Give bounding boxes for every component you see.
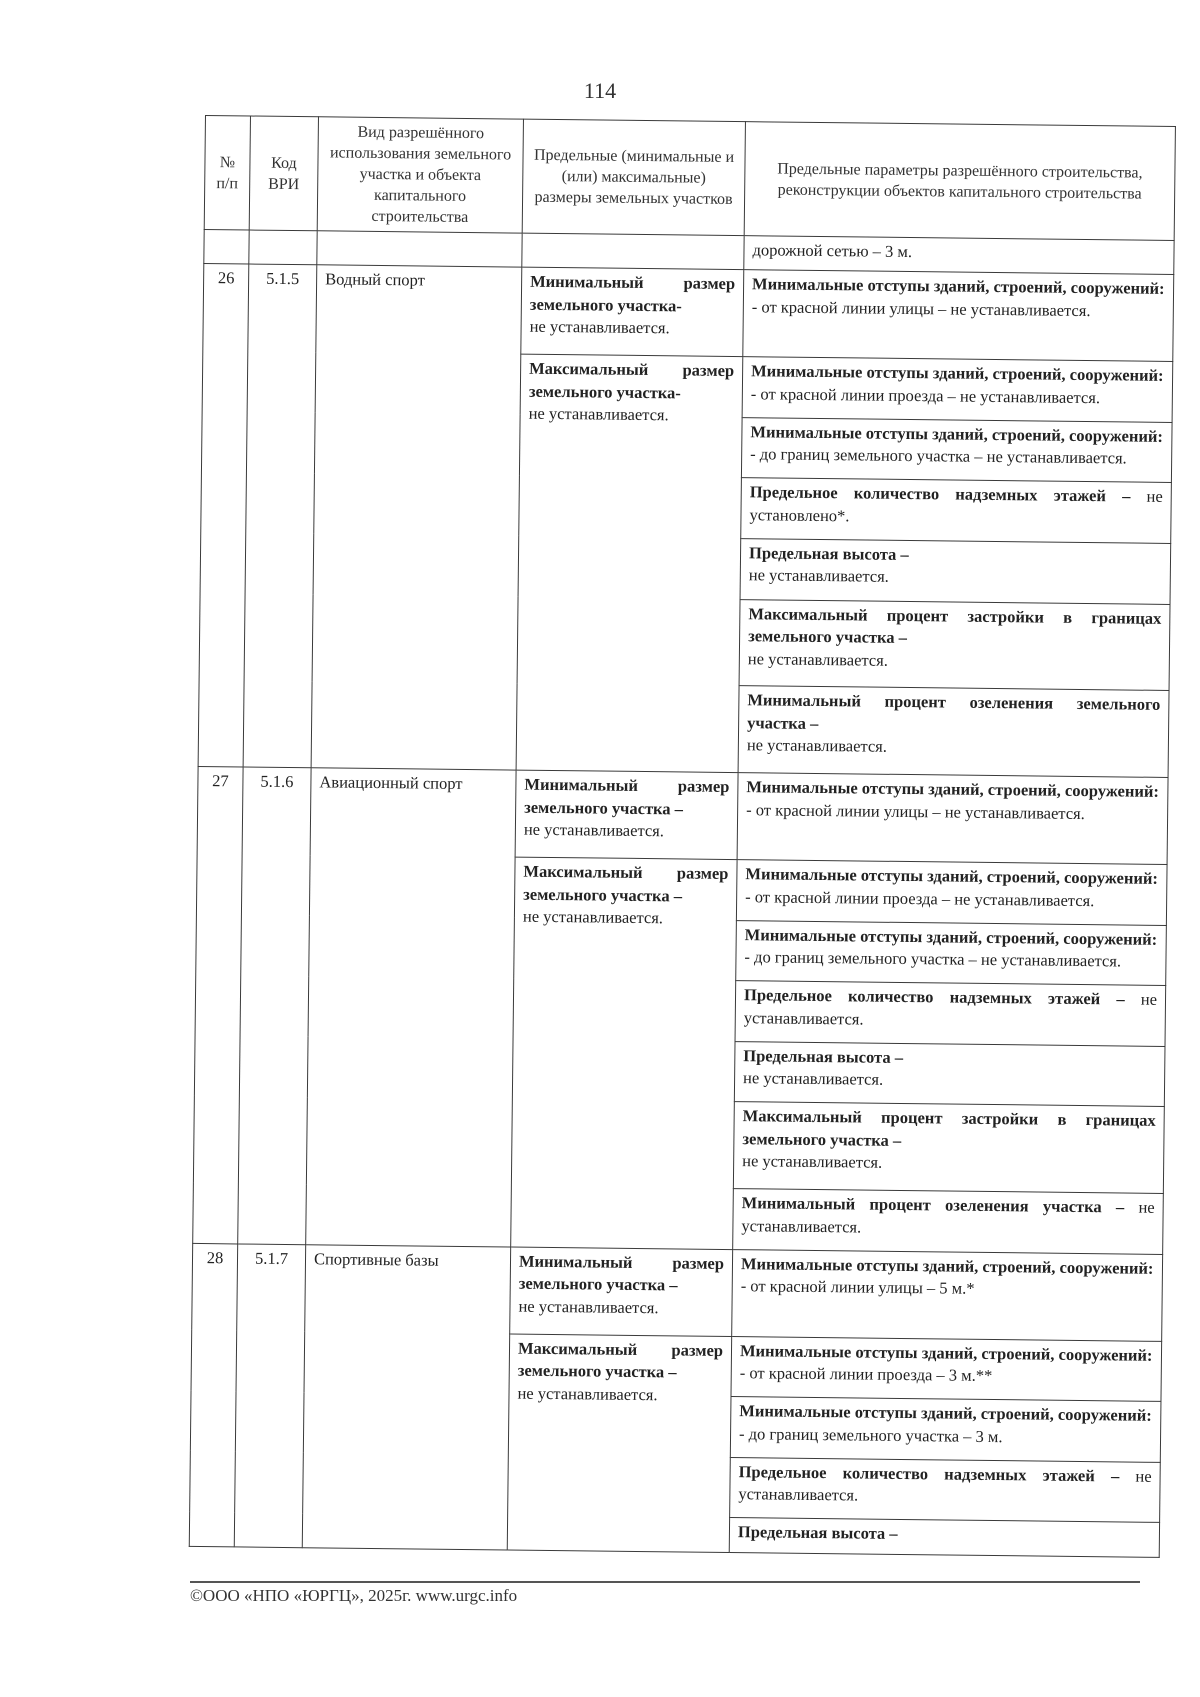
param-label: Предельное количество надземных этажей – [743, 985, 1125, 1009]
max-size-value: не устанавливается. [522, 906, 664, 928]
param-label: Минимальные отступы зданий, строений, сооружений: [752, 274, 1165, 299]
param-label: Минимальные отступы зданий, строений, сооружений: [740, 1254, 1154, 1278]
param-value: не устанавливается. [746, 735, 888, 757]
header-vri: Вид разрешённого использования земельного участка и объекта капитального строительства [317, 117, 523, 233]
param-label: Минимальные отступы зданий, строений, сооружений: [750, 422, 1164, 446]
param-value: - от красной линии улицы – 5 м.* [740, 1276, 975, 1299]
param-cell [736, 920, 1167, 985]
table-row [192, 1243, 1163, 1341]
param-value: - от красной линии улицы – не устанавливается. [746, 799, 1085, 823]
row-vri: Водный спорт [311, 265, 522, 770]
param-value: - от красной линии проезда – не устанавливается. [750, 383, 1101, 407]
param-value: не устанавливается. [738, 1466, 1152, 1505]
param-value: - до границ земельного участка – 3 м. [738, 1423, 1003, 1446]
max-size-label: Максимальный размер земельного участка – [523, 861, 729, 906]
row-code: 5.1.6 [238, 767, 311, 1244]
table-row [197, 767, 1168, 865]
header-params: Предельные параметры разрешённого строительства, реконструкции объектов капитального строительства [744, 122, 1175, 241]
row-vri: Авиационный спорт [306, 768, 516, 1247]
param-value: не установлено*. [749, 486, 1163, 526]
regulations-table [189, 115, 1176, 1558]
param-cell [733, 1189, 1164, 1254]
param-value: - до границ земельного участка – не устанавливается. [750, 444, 1127, 468]
param-label: Минимальный процент озеленения участка – [741, 1193, 1125, 1217]
footer-divider [190, 1581, 1140, 1583]
max-size-cell [511, 857, 737, 1249]
header-sizes: Предельные (минимальные и (или) максимальные) размеры земельных участков [522, 119, 745, 236]
param-label: Минимальные отступы зданий, строений, сооружений: [746, 777, 1159, 802]
min-size-cell [510, 1247, 733, 1336]
param-label: Максимальный процент застройки в границах земельного участка – [742, 1106, 1156, 1150]
min-size-value: не устанавливается. [523, 819, 665, 841]
param-label: Минимальные отступы зданий, строений, сооружений: [751, 361, 1164, 386]
min-size-label: Минимальный размер земельного участка – [518, 1251, 725, 1295]
param-cell [737, 773, 1168, 865]
max-size-cell [507, 1334, 731, 1553]
param-label: Минимальные отступы зданий, строений, сооружений: [739, 1401, 1152, 1426]
param-value: не устанавливается. [742, 1151, 883, 1173]
row-number: 27 [193, 767, 243, 1244]
param-cell [740, 539, 1171, 604]
max-size-value: не устанавливается. [528, 403, 669, 425]
param-value: - от красной линии улицы – не устанавливается. [751, 297, 1091, 320]
row-code: 5.1.5 [243, 264, 317, 768]
param-cell [729, 1518, 1159, 1557]
row-code: 5.1.7 [234, 1244, 305, 1548]
max-size-cell [516, 354, 743, 773]
param-cell [741, 478, 1172, 543]
param-value: не устанавливается. [748, 565, 889, 587]
header-num: № п/п [204, 116, 250, 231]
page-number: 114 [583, 78, 617, 103]
max-size-label: Максимальный размер земельного участка- [528, 358, 735, 403]
param-label: Предельное количество надземных этажей – [749, 482, 1131, 506]
param-cell [741, 417, 1172, 482]
param-cell [743, 270, 1174, 362]
param-cell [734, 1041, 1165, 1106]
param-label: Максимальный процент застройки в границах земельного участка – [748, 603, 1162, 648]
param-value: не устанавливается. [747, 648, 889, 670]
max-size-value: не устанавливается. [517, 1383, 658, 1404]
param-cell [735, 981, 1166, 1046]
param-cell [730, 1457, 1161, 1522]
param-value: - до границ земельного участка – не устанавливается. [744, 947, 1122, 971]
table-header-row [204, 116, 1175, 241]
min-size-label: Минимальный размер земельного участка- [529, 272, 736, 316]
row-number: 26 [198, 264, 249, 767]
param-value: не устанавливается. [743, 989, 1158, 1029]
param-label: Предельная высота – [748, 543, 909, 564]
param-label: Минимальные отступы зданий, строений, сооружений: [745, 864, 1159, 888]
row-vri: Спортивные базы [302, 1245, 510, 1550]
param-value: не устанавливается. [743, 1068, 884, 1090]
min-size-value: не устанавливается. [518, 1296, 659, 1318]
footer-copyright: ©ООО «НПО «ЮРГЦ», 2025г. www.urgc.info [190, 1586, 518, 1605]
min-size-cell [521, 267, 744, 356]
header-code: Код ВРИ [249, 116, 318, 231]
param-cell [736, 860, 1167, 925]
param-label: Минимальные отступы зданий, строений, сооружений: [739, 1340, 1153, 1365]
param-value: не устанавливается. [741, 1197, 1155, 1237]
min-size-label: Минимальный размер земельного участка – [524, 774, 730, 819]
param-cell [731, 1336, 1162, 1401]
row-number: 28 [189, 1243, 237, 1547]
param-cell [739, 599, 1170, 691]
continuation-text: дорожной сетью – 3 м. [744, 236, 1174, 275]
param-cell [733, 1102, 1164, 1194]
param-cell [742, 357, 1173, 422]
min-size-cell [515, 770, 738, 859]
param-label: Предельное количество надземных этажей – [738, 1462, 1120, 1486]
max-size-label: Максимальный размер земельного участка – [517, 1338, 724, 1382]
min-size-value: не устанавливается. [529, 317, 670, 338]
param-value: - от красной линии проезда – не устанавливается. [745, 886, 1095, 910]
param-cell [730, 1397, 1161, 1462]
param-cell [738, 686, 1169, 778]
param-label: Минимальный процент озеленения земельного участка – [747, 690, 1161, 733]
param-label: Предельная высота – [737, 1522, 898, 1544]
param-value: - от красной линии проезда – 3 м.** [739, 1363, 993, 1386]
table-row [203, 264, 1174, 362]
param-label: Минимальные отступы зданий, строений, сооружений: [744, 924, 1158, 949]
param-cell [732, 1249, 1163, 1341]
param-label: Предельная высота – [743, 1046, 904, 1067]
